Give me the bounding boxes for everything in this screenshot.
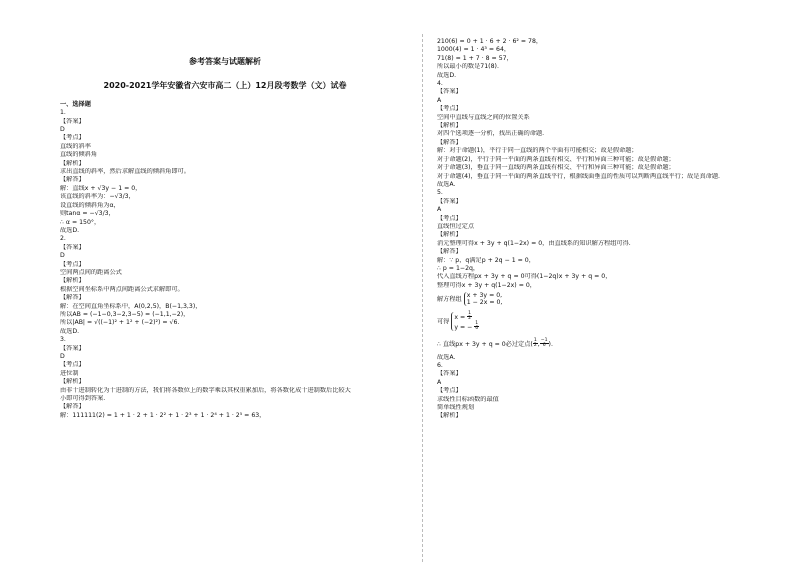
text-line: 故选A.: [437, 353, 456, 361]
text-line: 解：111111(2) = 1 + 1 · 2 + 1 · 2² + 1 · 2³ + 1 · 2⁴ + 1 · 2⁵ = 63，: [60, 411, 266, 419]
system-eq1: x + 3y = 0,: [466, 292, 503, 300]
text-line: 直线的斜率: [60, 142, 91, 150]
text-line: 对于命题(3)，垂直于同一直线的两条直线有相交、平行和异面三种可能；故是假命题；: [437, 164, 675, 172]
text-line: 解：对于命题(1)，平行于同一直线的两个平面有可能相交；故是假命题；: [437, 147, 638, 155]
text-line: 直线恒过定点: [437, 222, 475, 230]
text-line: 【解析】: [437, 231, 462, 239]
text-line: 设直线的倾斜角为α，: [60, 201, 120, 209]
exam-title: 2020-2021学年安徽省六安市高二（上）12月段考数学（文）试卷: [103, 81, 347, 91]
text-line: 【解答】: [60, 176, 85, 184]
text-line: 故选D.: [60, 226, 80, 234]
text-line: 故选D.: [60, 327, 80, 335]
text-line: 【解析】: [60, 378, 85, 386]
text-line: 71(8) = 1 + 7 · 8 = 57，: [437, 54, 513, 62]
text-line: 代入直线方程px + 3y + q = 0可得(1−2q)x + 3y + q = 0，: [437, 273, 612, 281]
text-line: 【考点】: [60, 134, 85, 142]
text-line: 所以最小的数是71(8).: [437, 63, 499, 71]
text-line: ∴ p = 1−2q，: [437, 264, 480, 272]
right-column: [437, 0, 767, 421]
fraction: $\frac{1}{2}$: [468, 311, 472, 321]
text-line: 进位制: [60, 369, 79, 377]
text-line: D: [60, 353, 65, 360]
text-line: 【考点】: [437, 387, 462, 395]
text-line: 空间中直线与直线之间的位置关系: [437, 113, 530, 121]
text-line: 【答案】: [437, 197, 462, 205]
text-line: 求线性目标函数的最值: [437, 395, 499, 403]
text-line: 【解答】: [60, 403, 85, 411]
text-line: 对于命题(2)，平行于同一平面的两条直线有相交、平行和异面三种可能；故是假命题；: [437, 155, 675, 163]
document-title: 参考答案与试题解析: [189, 57, 261, 66]
text-line: A: [437, 96, 442, 104]
text-line: 求出直线的斜率，然后求解直线的倾斜角即可。: [60, 168, 190, 176]
equation-system: [437, 292, 767, 306]
text-line: 【解析】: [60, 277, 85, 285]
fraction: $\frac{1}{2}$: [533, 338, 537, 349]
text-line: 则tanα = −√3/3，: [60, 210, 115, 218]
text-line: 6.: [437, 361, 443, 369]
text-line: 210(6) = 0 + 1 · 6 + 2 · 6² = 78，: [437, 38, 543, 45]
system-brace: [464, 292, 503, 306]
text-line: 【考点】: [437, 105, 462, 113]
text-line: 【答案】: [437, 88, 462, 96]
fraction: $\frac{1}{6}$: [475, 320, 479, 331]
solution-label: 可得: [437, 318, 450, 326]
text-line: 1.: [60, 109, 66, 117]
text-line: 空间两点间的距离公式: [60, 268, 122, 276]
text-line: 【解答】: [437, 138, 462, 146]
text-line: 该直线的斜率为：−√3/3，: [60, 193, 135, 201]
right-body-continued: [437, 354, 767, 421]
text-line: 故选A.: [437, 180, 456, 188]
text-line: 解：∵ p，q满足p + 2q − 1 = 0，: [437, 256, 535, 264]
text-line: 【解析】: [60, 159, 85, 167]
conclusion-line: ∴ 直线px + 3y + q = 0必过定点$(\frac{1}{2},\frac{-1}{6})$.: [437, 338, 553, 349]
text-line: 【解答】: [437, 248, 462, 256]
column-divider: [422, 34, 423, 562]
text-line: 直线的倾斜角: [60, 151, 98, 159]
text-line: 【解析】: [437, 412, 462, 420]
text-line: 3.: [60, 336, 66, 344]
solution-brace: [451, 312, 479, 331]
text-line: D: [60, 126, 65, 134]
text-line: 【考点】: [60, 361, 85, 369]
text-line: 所以|AB| = √((−1)² + 1² + (−2)²) = √6.: [60, 319, 180, 327]
text-line: 小即可得到答案.: [60, 395, 106, 403]
solution-y: y = − $\frac{1}{6}$: [454, 320, 479, 331]
text-line: 2.: [60, 235, 66, 243]
text-line: 【解答】: [60, 294, 85, 302]
fraction: $\frac{-1}{6}$: [540, 338, 548, 349]
text-line: 故选D.: [437, 71, 457, 79]
text-line: ∴ α = 150°，: [60, 218, 101, 226]
text-line: 根据空间坐标系中两点间距离公式求解即可。: [60, 285, 184, 293]
system-eq2: 1 − 2x = 0,: [466, 299, 503, 307]
text-line: 4.: [437, 80, 443, 88]
text-line: 对于命题(4)，垂直于同一平面的两条直线平行，根据线面垂直的性质可以判断两直线平行；故是真命题.: [437, 172, 720, 180]
text-line: A: [437, 378, 442, 386]
text-line: D: [60, 252, 65, 260]
text-line: 【解析】: [437, 122, 462, 130]
left-body: [60, 109, 390, 420]
text-line: 所以AB = (−1−0,3−2,3−5) = (−1,1,−2)，: [60, 310, 190, 318]
text-line: 对四个选项逐一分析，找出正确的命题.: [437, 130, 545, 138]
text-line: 简单线性规划: [437, 404, 475, 412]
solution-row: [437, 312, 767, 331]
text-line: A: [437, 206, 442, 214]
text-line: 整理可得x + 3y + q(1−2x) = 0，: [437, 281, 536, 289]
solution-x: $x = \frac{1}{2}$: [454, 311, 472, 321]
text-line: 【答案】: [60, 243, 85, 251]
text-line: 【答案】: [60, 117, 85, 125]
text-line: 由非十进制转化为十进制的方法，我们将各数位上的数字乘以其权重累加后，将各数化成十进制数后比较大: [60, 386, 351, 394]
text-line: 解：在空间直角坐标系中，A(0,2,5)，B(−1,3,3)，: [60, 302, 202, 310]
right-body: [437, 38, 767, 290]
text-line: 5.: [437, 189, 443, 197]
section-heading: 一、选择题: [60, 100, 91, 108]
system-label: 解方程组: [437, 296, 462, 304]
left-column: [60, 0, 390, 420]
text-line: 【考点】: [60, 260, 85, 268]
text-line: 【考点】: [437, 214, 462, 222]
text-line: 1000(4) = 1 · 4³ = 64，: [437, 46, 511, 54]
text-line: 【答案】: [60, 344, 85, 352]
text-line: 【答案】: [437, 370, 462, 378]
text-line: 解：直线x + √3y − 1 = 0，: [60, 184, 142, 192]
text-line: 消元整理可得x + 3y + q(1−2x) = 0，由直线系的知识解方程组可得.: [437, 239, 631, 247]
